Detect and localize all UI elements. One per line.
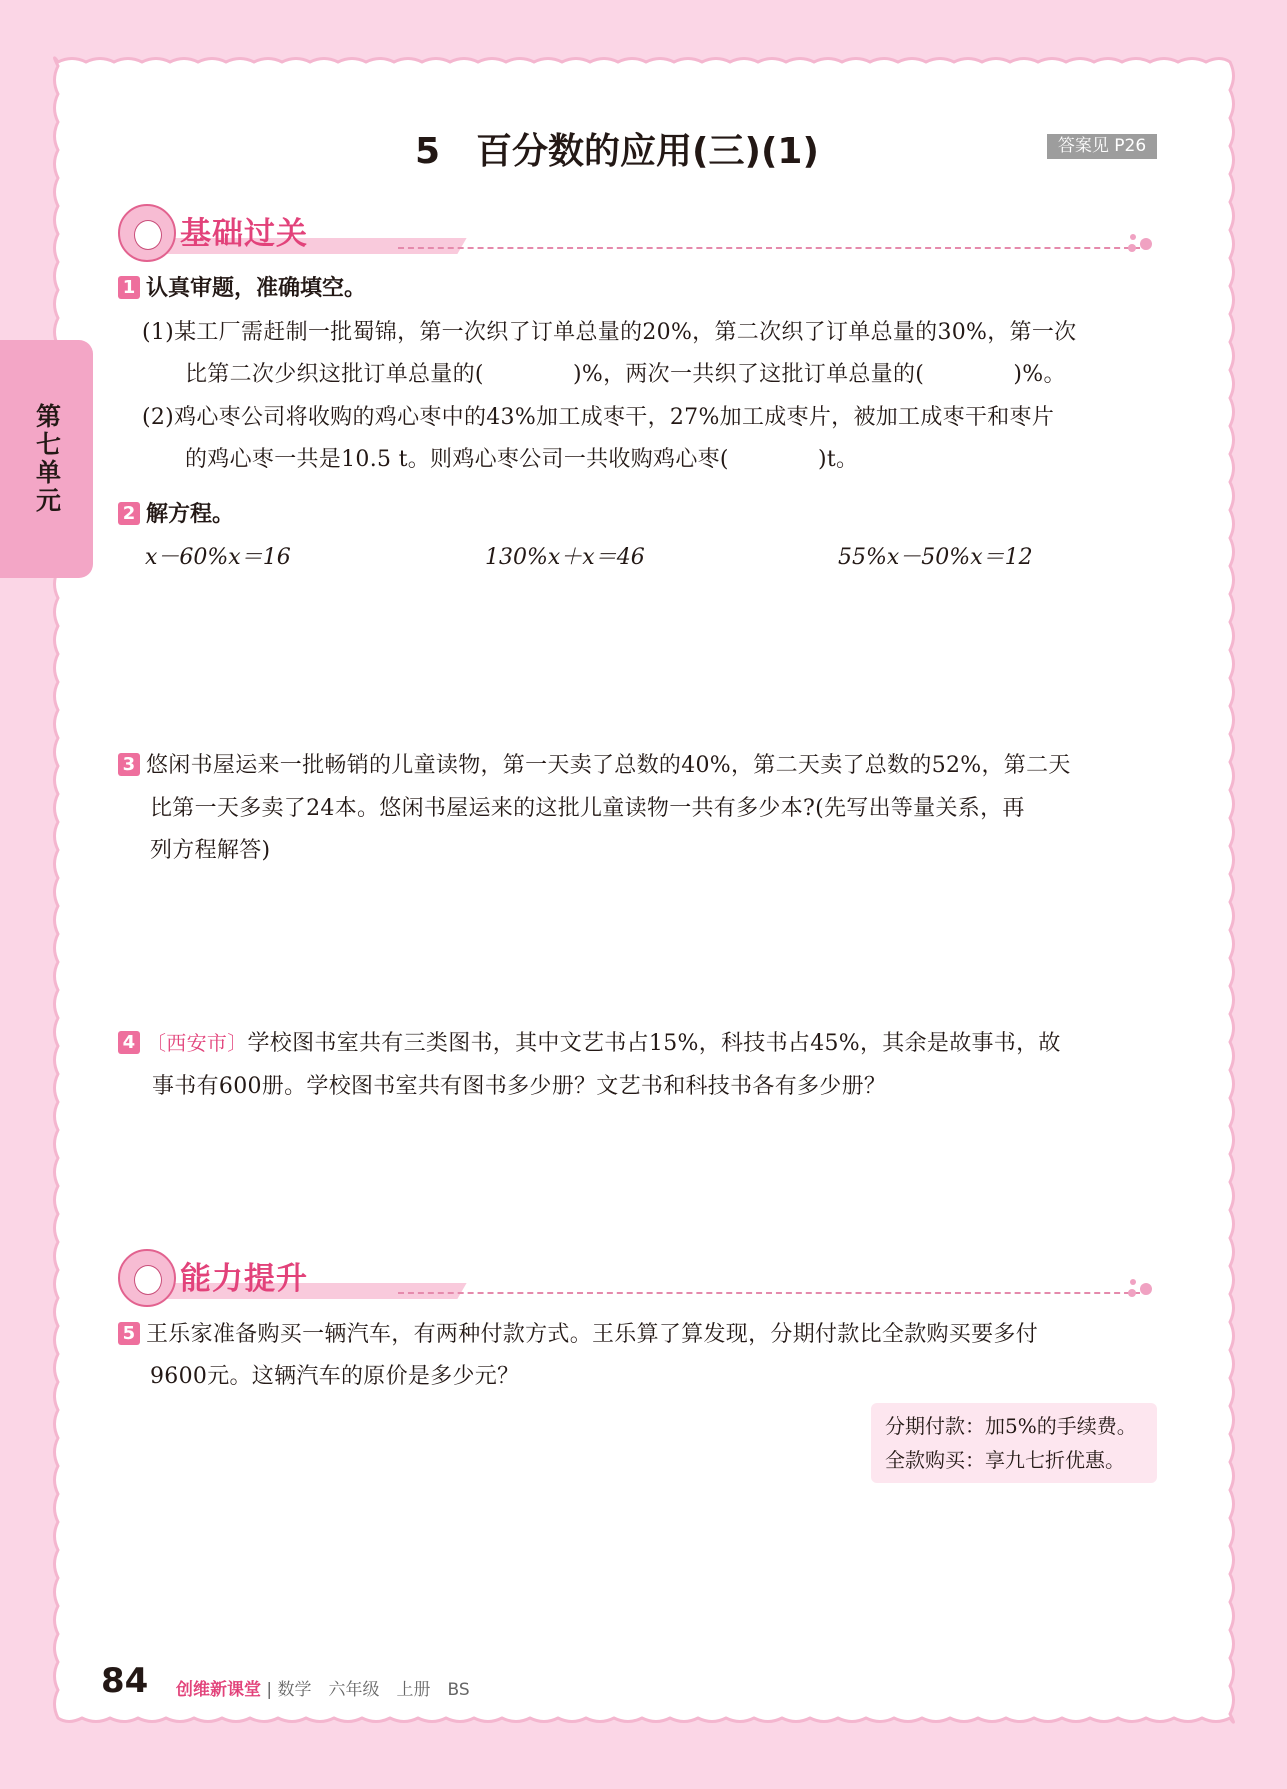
unit-tab-label: 第七单元 — [32, 403, 62, 515]
q1-part2-line2: 的鸡心枣一共是10.5 t。则鸡心枣公司一共收购鸡心枣( )t。 — [185, 447, 859, 472]
question-3-line3: 列方程解答) — [150, 838, 271, 863]
question-number-badge: 4 — [118, 1031, 140, 1054]
unit-tab[interactable] — [0, 340, 93, 578]
region-tag: 〔西安市〕 — [146, 1031, 248, 1055]
equation-1: x－60%x＝16 — [145, 545, 291, 570]
dashed-divider — [398, 247, 1140, 249]
equation-3: 55%x－50%x＝12 — [838, 545, 1033, 570]
page-number: 84 — [101, 1661, 149, 1701]
page-title: 5 百分数的应用(三)(1) — [415, 131, 819, 172]
dashed-divider — [398, 1292, 1140, 1294]
section-title: 基础过关 — [180, 216, 308, 252]
section-header-ability — [118, 1247, 1158, 1307]
dots-decoration-icon — [1128, 1279, 1158, 1301]
question-5-line2: 9600元。这辆汽车的原价是多少元？ — [150, 1364, 520, 1389]
boy-avatar-icon — [118, 1249, 176, 1307]
question-4-line2: 事书有600册。学校图书室共有图书多少册？文艺书和科技书各有多少册？ — [152, 1074, 887, 1099]
question-4-line1: 4 〔西安市〕学校图书室共有三类图书，其中文艺书占15%，科技书占45%，其余是故事书，故 — [118, 1026, 1061, 1057]
question-heading: 解方程。 — [146, 502, 235, 527]
question-number-badge: 5 — [118, 1322, 140, 1345]
tip-installment: 分期付款：加5%的手续费。 — [885, 1414, 1137, 1438]
question-1 — [118, 271, 366, 302]
question-3-line2: 比第一天多卖了24本。悠闲书屋运来的这批儿童读物一共有多少本?(先写出等量关系，再 — [150, 796, 1025, 821]
equation-2: 130%x＋x＝46 — [485, 545, 645, 570]
question-heading: 认真审题，准确填空。 — [146, 276, 367, 301]
question-3-line1: 3 悠闲书屋运来一批畅销的儿童读物，第一天卖了总数的40%，第二天卖了总数的52%，第二天 — [118, 748, 1071, 779]
question-number-badge: 3 — [118, 753, 140, 776]
book-info: | 数学 六年级 上册 BS — [266, 1680, 470, 1700]
answer-reference-badge: 答案见 P26 — [1047, 134, 1157, 159]
q1-part1-line1: (1)某工厂需赶制一批蜀锦，第一次织了订单总量的20%，第二次织了订单总量的30%，第一次 — [142, 320, 1077, 345]
question-number-badge: 1 — [118, 276, 140, 299]
question-2 — [118, 497, 234, 528]
question-number-badge: 2 — [118, 502, 140, 525]
dots-decoration-icon — [1128, 234, 1158, 256]
payment-options-box — [871, 1403, 1157, 1483]
section-title: 能力提升 — [180, 1261, 308, 1297]
brand-name: 创维新课堂 — [176, 1680, 261, 1700]
tip-full-payment: 全款购买：享九七折优惠。 — [885, 1448, 1125, 1472]
q1-part1-line2: 比第二次少织这批订单总量的( )%，两次一共织了这批订单总量的( )%。 — [185, 362, 1066, 387]
question-5-line1: 5 王乐家准备购买一辆汽车，有两种付款方式。王乐算了算发现，分期付款比全款购买要多付 — [118, 1317, 1038, 1348]
footer-info — [176, 1675, 470, 1700]
girl-avatar-icon — [118, 204, 176, 262]
q1-part2-line1: (2)鸡心枣公司将收购的鸡心枣中的43%加工成枣干，27%加工成枣片，被加工成枣干和枣片 — [142, 405, 1055, 430]
section-header-basic — [118, 202, 1158, 262]
